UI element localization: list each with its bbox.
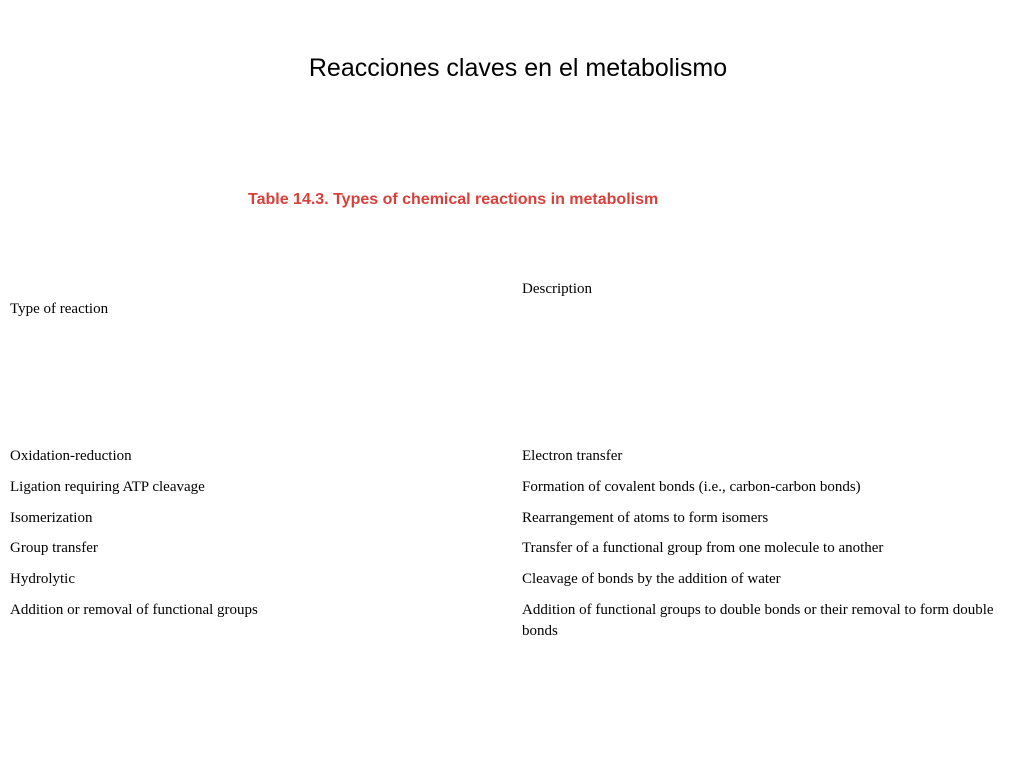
table-caption: Table 14.3. Types of chemical reactions in metabolism	[248, 191, 659, 208]
row-type: Oxidation-reduction	[10, 448, 132, 464]
row-description: Formation of covalent bonds (i.e., carbon-carbon bonds)	[522, 479, 861, 495]
row-description: Rearrangement of atoms to form isomers	[522, 510, 769, 526]
row-type: Group transfer	[10, 540, 98, 556]
slide-title: Reacciones claves en el metabolismo	[308, 54, 728, 82]
row-description: Transfer of a functional group from one molecule to another	[522, 540, 884, 556]
header-type: Type of reaction	[10, 301, 109, 317]
row-description: Addition of functional groups to double bonds or their removal to form double bonds	[522, 602, 994, 639]
row-description: Electron transfer	[522, 448, 623, 464]
row-description: Cleavage of bonds by the addition of water	[522, 571, 781, 587]
row-type: Ligation requiring ATP cleavage	[10, 479, 205, 495]
row-type: Hydrolytic	[10, 571, 75, 587]
header-description: Description	[522, 281, 592, 297]
row-type: Isomerization	[10, 510, 93, 526]
row-type: Addition or removal of functional groups	[10, 602, 258, 618]
